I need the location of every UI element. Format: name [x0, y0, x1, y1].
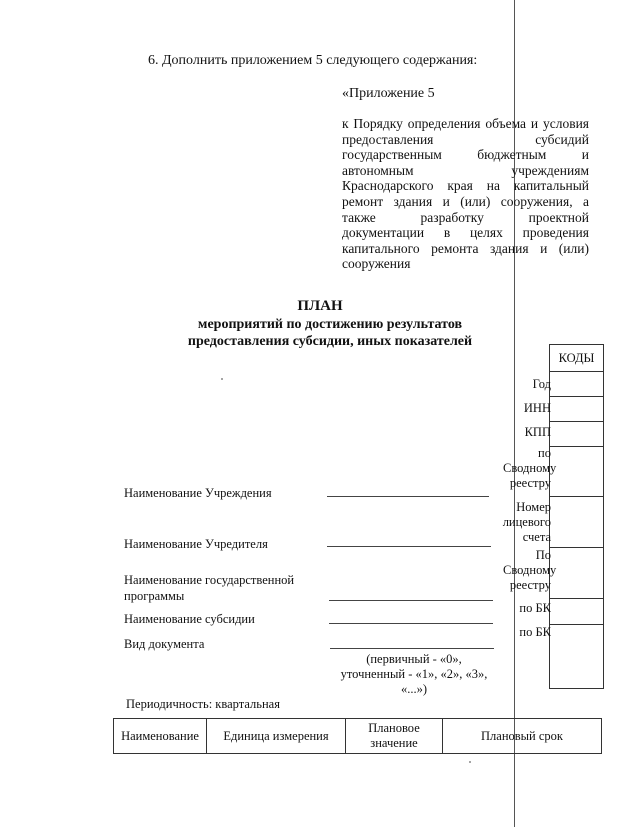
code-cell-registry-2: [550, 548, 603, 599]
field-doctype-line: [330, 648, 494, 649]
plan-subtitle-line2: предоставления субсидии, иных показателей: [187, 334, 473, 349]
field-institution-line: [327, 496, 489, 497]
code-cell-kpp: [550, 422, 603, 447]
code-label-registry: по Сводному реестру: [503, 446, 557, 490]
code-label-inn: ИНН: [523, 401, 551, 415]
scan-speck: [469, 761, 471, 763]
code-cell-bk-2: [550, 625, 603, 688]
code-cell-account: [550, 497, 603, 548]
code-label-registry-2: По Сводному реестру: [503, 548, 557, 592]
plan-title: ПЛАН: [297, 298, 343, 314]
field-program-line: [329, 600, 493, 601]
field-founder-line: [327, 546, 491, 547]
code-cell-year: [550, 372, 603, 397]
code-cell-inn: [550, 397, 603, 422]
scan-speck: [221, 378, 223, 380]
field-doctype-label: Вид документа: [124, 637, 205, 651]
code-label-kpp: КПП: [524, 425, 551, 439]
appendix-description: к Порядку определения объема и условия предоставления субсидий государственным бюджетным и автономным учреждениям Краснодарского края на капитальный ремонт здания и (или) сооружения, а также разработку проектной документации в целях проведения капитального ремонта здания и (или) сооружения: [342, 116, 589, 272]
code-label-bk-2: по БК: [519, 625, 551, 639]
code-label-year: Год: [532, 377, 551, 391]
appendix-title: «Приложение 5: [342, 86, 435, 101]
field-subsidy-line: [329, 623, 493, 624]
plan-subtitle: [150, 316, 510, 350]
col-planned-date: Плановый срок: [443, 719, 602, 754]
col-unit: Единица измерения: [207, 719, 346, 754]
code-cell-registry: [550, 447, 603, 497]
codes-box: [549, 344, 604, 689]
code-cell-bk: [550, 599, 603, 625]
field-program-label: Наименование государственной программы: [124, 573, 295, 603]
plan-subtitle-line1: мероприятий по достижению результатов: [197, 317, 463, 332]
plan-table-header: [113, 718, 602, 754]
doc-type-note: (первичный - «0», уточненный - «1», «2», «3», «...»): [340, 652, 488, 696]
col-planned-value: Плановое значение: [346, 719, 443, 754]
amendment-paragraph: 6. Дополнить приложением 5 следующего содержания:: [148, 53, 478, 68]
periodicity: Периодичность: квартальная: [126, 697, 280, 711]
field-institution-label: Наименование Учреждения: [124, 486, 272, 500]
field-subsidy-label: Наименование субсидии: [124, 612, 255, 626]
col-name: Наименование: [114, 719, 207, 754]
code-label-account: Номер лицевого счета: [502, 500, 551, 544]
code-label-bk: по БК: [519, 601, 551, 615]
codes-header: КОДЫ: [550, 345, 603, 372]
field-founder-label: Наименование Учредителя: [124, 537, 268, 551]
